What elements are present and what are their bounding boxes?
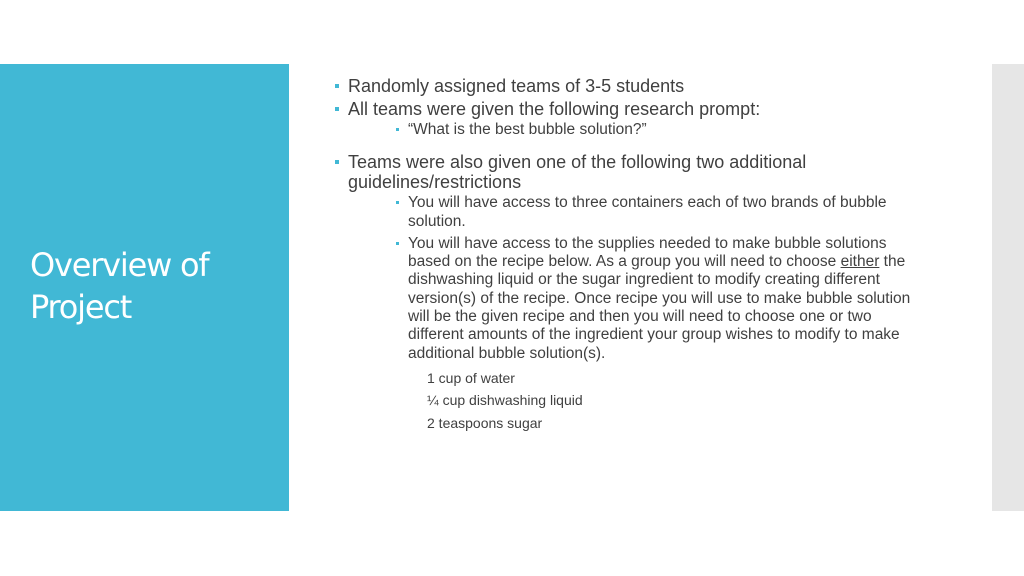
sub-bullet-text: You will have access to three containers each of two brands of bubble solution. xyxy=(408,194,887,230)
bullet-marker-icon xyxy=(335,160,339,164)
sub-bullet-marker-icon xyxy=(396,242,399,245)
emphasis-either: either xyxy=(840,253,880,271)
sub-bullet-text-start: You will have access to the supplies needed to make bubble solutions based on the recipe below. As a group you will need to choose xyxy=(408,234,887,271)
recipe-item-dishwashing-liquid: ¼ cup dishwashing liquid xyxy=(427,392,583,409)
sub-bullet-question xyxy=(348,121,930,139)
bullet-text: Teams were also given one of the following two additional guidelines/restrictions xyxy=(348,152,807,193)
bullet-marker-icon xyxy=(335,107,339,111)
recipe-item-water: 1 cup of water xyxy=(427,369,515,386)
recipe-item-sugar: 2 teaspoons sugar xyxy=(427,414,543,431)
bullet-prompt xyxy=(330,99,930,139)
sub-bullet-list xyxy=(348,194,930,363)
scroll-strip xyxy=(992,64,1024,511)
slide-title: Overview of Project xyxy=(30,246,209,326)
sub-bullet-text: “What is the best bubble solution?” xyxy=(408,121,647,138)
bullet-text: Randomly assigned teams of 3-5 students xyxy=(348,76,685,96)
bullet-marker-icon xyxy=(335,84,339,88)
bullet-teams xyxy=(330,76,930,96)
sub-bullet-containers xyxy=(348,194,930,231)
bullet-guidelines xyxy=(330,152,930,434)
bullet-list xyxy=(330,76,930,447)
sub-bullet-list xyxy=(348,121,930,139)
sub-bullet-marker-icon xyxy=(396,128,399,131)
sub-bullet-marker-icon xyxy=(396,201,399,204)
recipe-list xyxy=(348,367,930,435)
bullet-text: All teams were given the following research prompt: xyxy=(348,99,761,119)
sub-bullet-supplies xyxy=(348,235,930,363)
sub-bullet-text-end: the dishwashing liquid or the sugar ingredient to modify creating different version(s) of the recipe. Once recipe you will use to make bubble solution will be the given recipe and then you will need to choose one or two different amounts of the ingredient your group wishes to modify to make additional bubble solution(s). xyxy=(408,253,911,362)
